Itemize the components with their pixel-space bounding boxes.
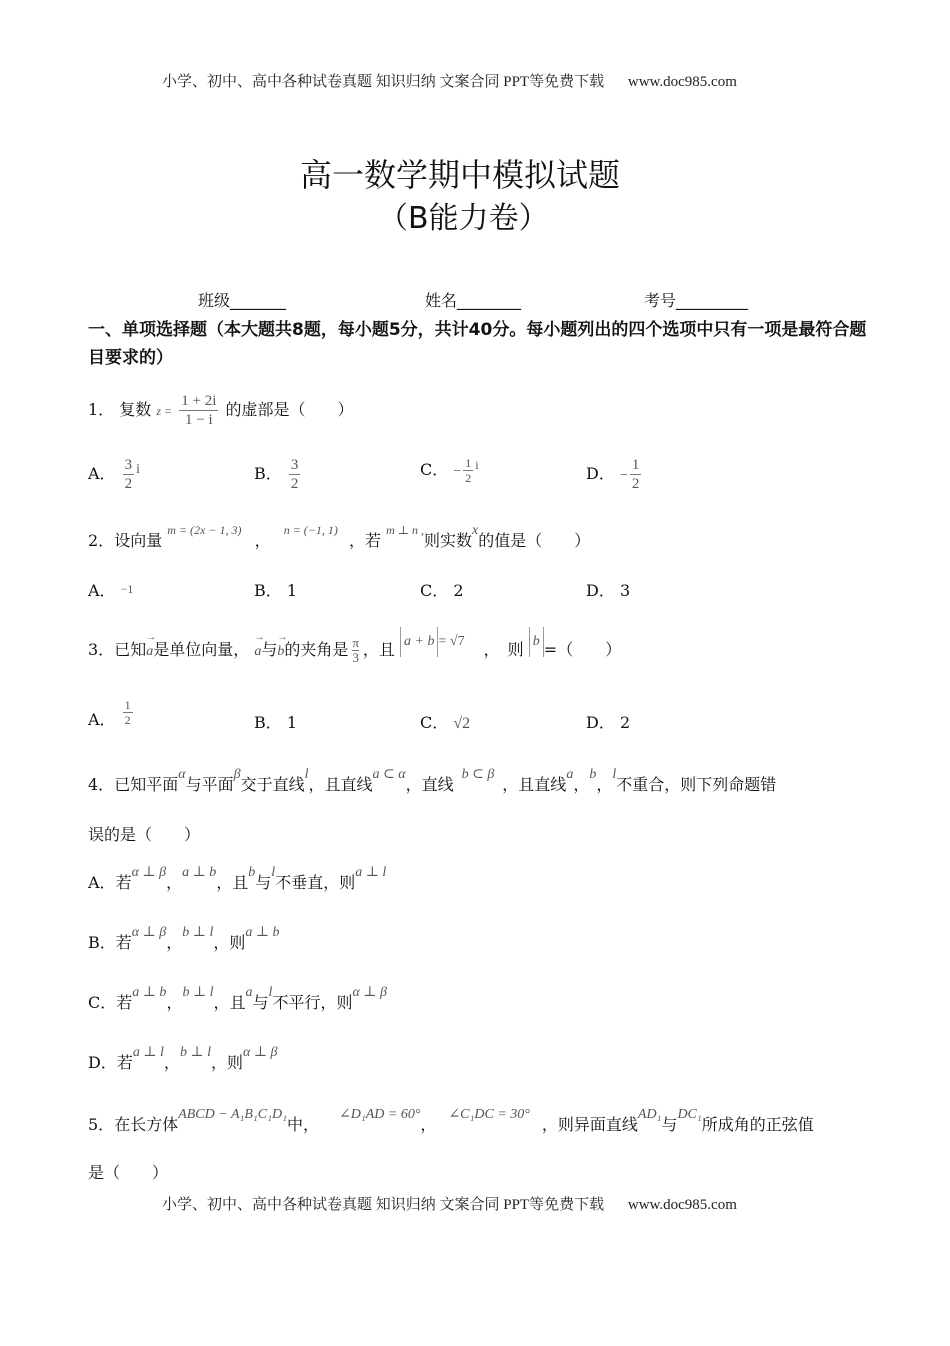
math-expr: m = (2x − 1, 3) [167,523,242,537]
question-text: 所成角的正弦值 [701,1115,814,1134]
math-expr: ABCD − A₁B₁C₁D₁ [178,1107,287,1122]
question-5 [88,1107,814,1135]
q4-option-b[interactable] [88,925,280,953]
option-value: 2 [619,713,631,732]
separator: ， [596,775,613,794]
header-banner [162,70,737,91]
denominator: 1 − i [185,412,213,428]
question-text: 是单位向量， [153,640,250,659]
question-text: 设向量 [114,531,163,550]
option-text: 不平行，则 [272,993,353,1012]
math-expr: α ⊥ β [131,925,167,940]
math-expr: n = (−1, 1) [283,523,338,537]
numerator: 1 + 2i [181,393,217,409]
math-expr: a + b [404,634,435,649]
question-text: =（ ） [543,640,622,659]
question-text: 在长方体 [114,1115,179,1134]
math-expr: a ⊥ l [355,865,387,880]
math-expr: b ⊥ l [179,1045,211,1060]
question-text: 交于直线 [240,775,305,794]
question-text: ，且直线 [502,775,567,794]
question-5-continued: 是（ ） [88,1163,169,1182]
q4-option-c[interactable] [88,985,387,1013]
denominator: 2 [124,476,133,492]
vector-a: → a [254,644,261,660]
denominator: 2 [290,476,299,492]
separator: ， [254,531,271,550]
option-value: 1 [286,581,298,600]
option-text: ， [163,1053,180,1072]
question-number: 2． [88,531,115,550]
math-expr: = √7 [438,634,465,649]
math-expr: DC₁ [677,1107,702,1122]
math-expr: b ⊥ l [182,925,214,940]
option-label: D． [586,713,615,732]
option-text: 不垂直，则 [275,873,356,892]
question-text: 的值是（ ） [478,531,591,550]
option-label: B． [88,933,116,952]
exam-number-field[interactable]: 考号_________ [644,291,749,310]
option-text: ，且 [213,993,246,1012]
math-expr: b [589,767,597,782]
question-number: 5． [88,1115,115,1134]
math-expr: a ⊥ b [182,865,217,880]
math-expr: ∠C₁DC = 30° [448,1107,530,1122]
footer-banner [162,1193,737,1214]
name-field[interactable]: 姓名________ [425,291,522,310]
option-label: A． [88,581,116,600]
question-text: ，且 [362,640,395,659]
q2-option-a[interactable] [88,578,133,601]
denominator: 2 [631,476,640,492]
question-text: ，则异面直线 [541,1115,638,1134]
vector-b: → b [277,644,284,660]
numerator: 3 [290,457,299,473]
math-expr: b ⊂ β [461,767,495,782]
question-text: ，直线 [405,775,454,794]
math-expr: a ⊥ b [132,985,167,1000]
question-text: 与 [261,640,278,659]
option-label: A． [88,710,116,729]
question-text: 已知 [114,640,147,659]
question-text: 则实数 [424,531,473,550]
math-expr: α ⊥ β [352,985,387,1000]
option-label: D． [586,464,615,483]
math-expr: a ⊂ α [372,767,406,782]
q1-option-d[interactable] [586,456,643,493]
option-text: ， [166,933,183,952]
q2-option-d[interactable] [586,578,630,601]
abs-value [400,627,438,657]
question-text: 复数 [119,400,152,419]
separator: ， [420,1115,437,1134]
q3-option-c[interactable] [420,710,470,733]
option-label: A． [88,873,116,892]
header-banner-text: 小学、初中、高中各种试卷真题 知识归纳 文案合同 PPT等免费下载 [162,74,605,90]
section-heading: 一、单项选择题（本大题共8题，每小题5分，共计40分。每小题列出的四个选项中只有一项是最符合题目要求的） [88,320,867,368]
math-expr: α ⊥ β [131,865,167,880]
option-text: ，且 [216,873,249,892]
math-expr: x [472,523,479,538]
question-text: 已知平面 [114,775,179,794]
math-expr: l [268,985,273,1000]
class-field[interactable]: 班级_______ [198,291,287,310]
math-expr: a [245,985,253,1000]
option-text: 与 [255,873,272,892]
footer-banner-text: 小学、初中、高中各种试卷真题 知识归纳 文案合同 PPT等免费下载 [162,1197,605,1213]
math-expr: a [566,767,574,782]
option-value: √2 [453,715,471,732]
footer-banner-url[interactable]: www.doc985.com [627,1197,737,1213]
vector-b: b [532,634,540,649]
imag-unit: i [136,462,141,477]
option-label: A． [88,464,116,483]
minus-sign: − [453,464,462,479]
option-text: 与 [252,993,269,1012]
math-expr: β [233,767,241,782]
question-3 [88,636,621,667]
question-4 [88,767,777,795]
question-text: 不重合，则下列命题错 [616,775,777,794]
option-value: 3 [619,581,631,600]
question-4-continued: 误的是（ ） [88,825,201,844]
question-text: ， 则 [483,640,524,659]
separator: ， [573,775,590,794]
q3-option-b[interactable] [254,710,297,733]
option-label: C． [420,581,449,600]
option-text: ，则 [211,1053,244,1072]
q3-option-a[interactable] [88,698,135,735]
option-text: ， [166,993,183,1012]
question-text: ，若 [348,531,381,550]
question-text: 与平面 [185,775,234,794]
option-text: 若 [115,873,132,892]
option-label: C． [420,460,449,479]
option-value: 2 [453,581,464,600]
option-label: C． [88,993,117,1012]
math-expr: m ⊥ n , [386,523,425,537]
minus-sign: − [619,468,628,483]
denominator: 3 [352,650,359,665]
q2-option-c[interactable] [420,578,464,601]
math-expr: α ⊥ β [243,1045,278,1060]
page-title: 高一数学期中模拟试题 [300,156,621,194]
numerator: 1 [124,698,131,712]
vector-a: → a [146,644,153,660]
math-expr: b ⊥ l [182,985,214,1000]
option-text: ，则 [213,933,246,952]
option-text: ， [166,873,183,892]
math-expr: α [178,767,186,782]
question-text: 的夹角是 [284,640,349,659]
option-label: B． [254,581,282,600]
option-label: D． [586,581,615,600]
math-expr: z = [156,404,173,418]
q1-option-b[interactable] [254,456,302,493]
question-2 [88,523,591,551]
header-banner-url[interactable]: www.doc985.com [627,74,737,90]
q1-option-a[interactable] [88,456,140,493]
option-value: −1 [120,582,134,596]
numerator: 3 [124,457,133,473]
abs-value [529,627,544,657]
option-text: 若 [116,1053,133,1072]
math-expr: l [271,865,276,880]
numerator: 1 [465,456,472,470]
q2-option-b[interactable] [254,578,297,601]
option-value: 1 [286,713,298,732]
numerator: 1 [631,457,640,473]
question-text: 的虚部是（ ） [225,400,354,419]
option-label: B． [254,713,282,732]
denominator: 2 [465,471,472,485]
option-text: 若 [115,933,132,952]
question-text: ，且直线 [308,775,373,794]
option-label: C． [420,713,449,732]
math-expr: ∠D₁AD = 60° [339,1107,421,1122]
q3-option-d[interactable] [586,710,630,733]
question-number: 3． [88,640,115,659]
q4-option-d[interactable] [88,1045,278,1073]
question-number: 4． [88,775,115,794]
page-subtitle: （B能力卷） [378,201,549,236]
option-label: B． [254,464,282,483]
q1-option-c[interactable] [420,456,479,485]
option-label: D． [88,1053,117,1072]
question-number: 1． [88,400,115,419]
imag-unit: i [475,458,479,472]
question-1 [88,392,354,429]
math-expr: b [248,865,256,880]
math-expr: AD₁ [637,1107,662,1122]
math-expr: a ⊥ b [245,925,280,940]
denominator: 2 [124,713,131,727]
option-text: 若 [116,993,133,1012]
q4-option-a[interactable] [88,865,387,893]
math-expr: l [304,767,309,782]
math-expr: l [612,767,617,782]
question-text: 与 [661,1115,678,1134]
numerator: π [352,635,359,650]
math-expr: a ⊥ l [132,1045,164,1060]
fraction [179,392,218,429]
question-text: 中， [286,1115,319,1134]
